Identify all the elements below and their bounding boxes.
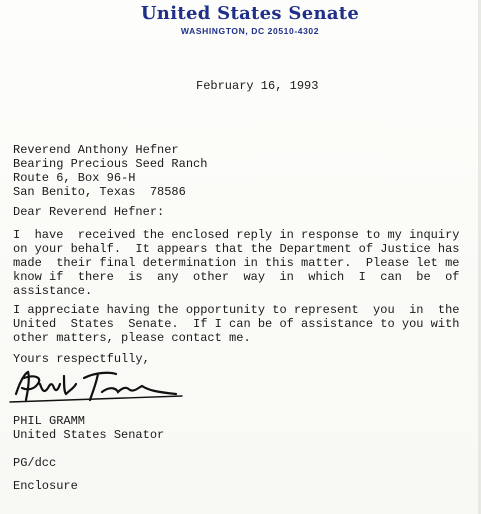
paragraph-line: made their final determination in this matter. Please let me (13, 256, 460, 270)
letterhead-address: WASHINGTON, DC 20510-4302 (180, 26, 320, 36)
salutation: Dear Reverend Hefner: (13, 205, 165, 219)
address-line: Bearing Precious Seed Ranch (13, 157, 208, 171)
signatory-block (13, 414, 164, 442)
signatory-title: United States Senator (13, 428, 165, 442)
paragraph-line: I have received the enclosed reply in response to my inquiry (13, 228, 460, 242)
paragraph-line: United States Senate. If I can be of assistance to you with (13, 317, 460, 331)
reference-initials: PG/dcc (13, 456, 57, 470)
complimentary-closing: Yours respectfully, (13, 352, 150, 366)
body-paragraph-1 (13, 228, 459, 298)
paragraph-line: know if there is any other way in which I can be of (13, 270, 460, 284)
letter-date: February 16, 1993 (196, 79, 319, 93)
paragraph-line: assistance. (13, 284, 93, 298)
handwritten-signature (6, 364, 186, 408)
address-line: Reverend Anthony Hefner (13, 143, 179, 157)
paragraph-line: I appreciate having the opportunity to represent you in the (13, 303, 460, 317)
recipient-address (13, 143, 207, 199)
address-line: San Benito, Texas 78586 (13, 185, 186, 199)
letterhead-title: United States Senate (140, 3, 360, 24)
enclosure-notation: Enclosure (13, 479, 78, 493)
paragraph-line: other matters, please contact me. (13, 331, 251, 345)
signatory-name: PHIL GRAMM (13, 414, 86, 428)
paragraph-line: on your behalf. It appears that the Department of Justice has (13, 242, 460, 256)
address-line: Route 6, Box 96-H (13, 171, 136, 185)
paper-watermark (250, 40, 480, 210)
body-paragraph-2 (13, 303, 459, 345)
